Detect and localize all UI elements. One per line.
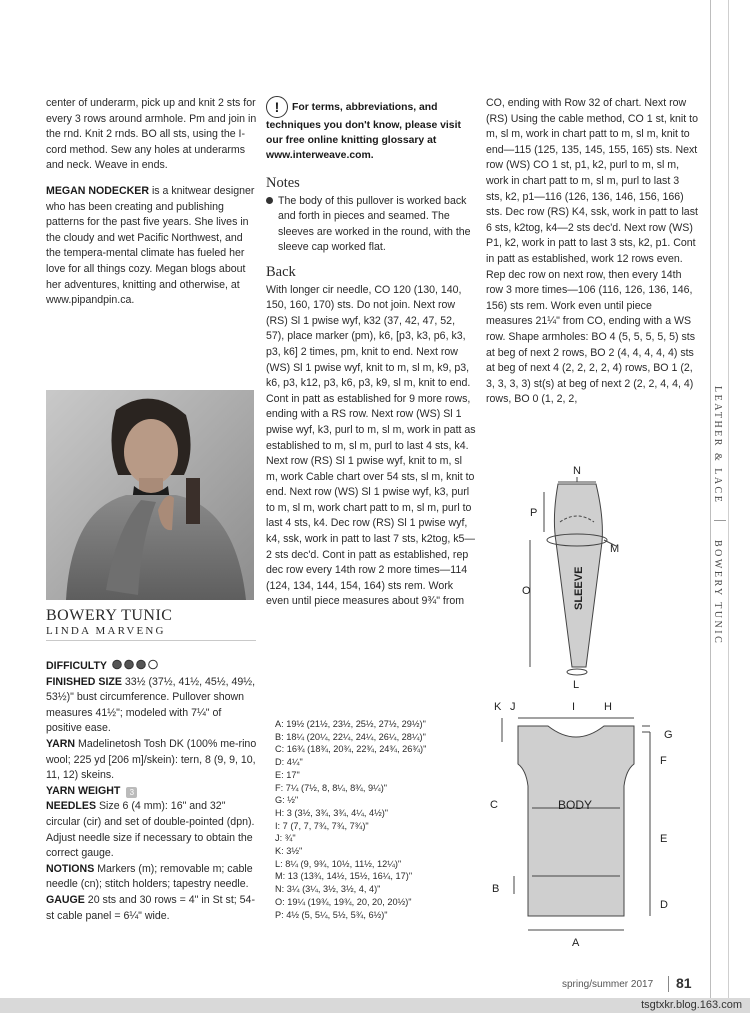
sleeve-label-m: M <box>610 543 620 555</box>
measurement-l: L: 8¼ (9, 9¾, 10½, 11½, 12¼)" <box>275 858 402 869</box>
body-label-e: E <box>660 833 668 845</box>
measurement-h: H: 3 (3½, 3¾, 3¾, 4¼, 4½)" <box>275 807 389 818</box>
body-label-h: H <box>604 701 612 713</box>
yarn-text: Madelinetosh Tosh DK (100% me-rino wool; 225 yd [206 m]/skein): tern, 8 (9, 9, 10, 11, 12) skeins. <box>46 737 257 782</box>
glossary-note <box>266 96 466 163</box>
pattern-title: BOWERY TUNIC <box>46 607 173 624</box>
measurement-g: G: ½" <box>275 795 299 806</box>
page-number: 81 <box>676 975 692 991</box>
pattern-title-block <box>46 607 256 641</box>
model-photo <box>46 390 254 600</box>
difficulty-dot <box>149 660 158 669</box>
body-label-j: J <box>510 701 516 713</box>
sleeve-label-p: P <box>530 507 538 519</box>
right-column <box>486 96 698 408</box>
measurement-o: O: 19¼ (19¾, 19¾, 20, 20, 20½)" <box>275 896 412 907</box>
needles-text: Size 6 (4 mm): 16" and 32" circular (cir) and set of double-pointed (dpn). Adjust needle size if necessary to obtain the correct gauge. <box>46 800 255 860</box>
pattern-author: LINDA MARVENG <box>46 625 166 637</box>
designer-bio <box>46 184 258 309</box>
glossary-note-text: For terms, abbreviations, and techniques you don't know, please visit our free online knitting glossary at www.interweave.com. <box>266 101 461 161</box>
designer-bio-text: is a knitwear designer who has been creating and publishing patterns for the past five years. She lives in the cloudy and wet Pacific Northwest, and the tempera-mental climate has fueled her love for all things cozy. Megan blogs about her adventures, knitting and otherwise, at www.pipandpin.ca. <box>46 184 255 307</box>
measurement-j: J: ¾" <box>275 833 296 844</box>
measurement-k: K: 3½" <box>275 846 303 857</box>
measurement-m: M: 13 (13¾, 14½, 15½, 16¼, 17)" <box>275 871 413 882</box>
measurements-list <box>275 718 426 921</box>
middle-column <box>266 170 476 610</box>
sleeve-label-n: N <box>573 465 581 477</box>
measurement-d: D: 4¼" <box>275 757 303 768</box>
difficulty-dot <box>113 660 122 669</box>
difficulty-rating <box>112 659 166 670</box>
body-label-d: D <box>660 899 668 911</box>
designer-name: MEGAN NODECKER <box>46 184 149 197</box>
measurement-e: E: 17" <box>275 769 300 780</box>
needles-label: NEEDLES <box>46 800 97 813</box>
yarn-weight-icon: 3 <box>126 787 137 798</box>
sleeve-l-circle <box>567 669 587 675</box>
issue-label: spring/summer 2017 <box>562 979 654 990</box>
measurement-n: N: 3¼ (3¼, 3½, 3½, 4, 4)" <box>275 884 381 895</box>
measurement-b: B: 18¼ (20¼, 22¼, 24¼, 26¼, 28¼)" <box>275 731 426 742</box>
body-schematic <box>484 698 680 952</box>
difficulty-row <box>46 659 258 675</box>
footer-divider <box>668 976 669 992</box>
footer-site: tsgtxkr.blog.163.com <box>641 999 742 1011</box>
body-label-c: C <box>490 799 498 811</box>
yarn-label: YARN <box>46 737 76 750</box>
pattern-specs <box>46 659 258 924</box>
measurement-p: P: 4½ (5, 5¼, 5½, 5¾, 6½)" <box>275 909 388 920</box>
back-instructions: With longer cir needle, CO 120 (130, 140, 150, 160, 170) sts. Do not join. Next row (RS) Sl 1 pwise wyf, k32 (37, 42, 47, 52, 57), place marker (pm), k6, [p3, k3, p6, k3, p3, k6] 2 times, pm, knit to end. Next row (WS) Sl 1 pwise wyf, knit to m, sl m, k9, p3, k6, p3, k12, p3, k6, p3, k9, sl m, knit to end. Cont in patt as established for 9 more rows, ending with a RS row. Next row (WS) Sl 1 pwise wyf, k3, purl to m, sl m, work in patt as established to m, sl m, purl to last 4 sts, k4. Next row (RS) Sl 1 pwise wyf, knit to m, sl m, work Cable chart over 54 sts, sl m, knit to end. Next row (WS) Sl 1 pwise wyf, k3, purl to m, sl m, work chart patt to m, sl m, purl to last 4 sts, k4. Dec row (RS) Sl 1 pwise wyf, k4, ssk, work in patt to last 7 sts, k2tog, k5—2 sts dec'd. Cont in patt as established, rep dec row every 14th row 2 more times—114 (124, 134, 144, 154, 164) sts rem. Work even until piece measures about 9¾" from <box>266 283 476 608</box>
notes-heading: Notes <box>266 175 300 191</box>
rail-divider <box>728 0 729 1000</box>
notes-text-row <box>266 194 476 256</box>
yarn-weight-label: YARN WEIGHT <box>46 784 121 797</box>
measurement-a: A: 19½ (21½, 23½, 25½, 27½, 29½)" <box>275 719 426 729</box>
notions-label: NOTIONS <box>46 862 95 875</box>
back-heading: Back <box>266 263 296 280</box>
body-label-f: F <box>660 755 667 767</box>
body-label-k: K <box>494 701 502 713</box>
finishing-text: center of underarm, pick up and knit 2 sts for every 3 rows around armhole. Pm and join in the rnd. Knit 2 rnds. BO all sts, using the I-cord method. Sew any holes at underarms and neck. Weave in ends. <box>46 97 257 172</box>
rail-pattern-title: BOWERY TUNIC <box>712 540 723 646</box>
difficulty-dot <box>137 660 146 669</box>
model-photo-illustration <box>46 390 254 600</box>
difficulty-dot <box>125 660 134 669</box>
notes-text: The body of this pullover is worked back and forth in pieces and seamed. The sleeves are worked in the round, with the sleeve cap worked flat. <box>278 194 471 254</box>
gauge-text: 20 sts and 30 rows = 4" in St st; 54-st cable panel = 6¼" wide. <box>46 893 255 922</box>
rail-separator <box>714 520 726 521</box>
notions-text: Markers (m); removable m; cable needle (cn); stitch holders; tapestry needle. <box>46 862 253 891</box>
body-label-i: I <box>572 701 576 713</box>
footer-bar <box>0 998 750 1013</box>
body-label: BODY <box>558 798 593 812</box>
rail-section-title: LEATHER & LACE <box>712 386 723 505</box>
sleeve-label-l: L <box>573 679 580 691</box>
measurement-f: F: 7¼ (7½, 8, 8¼, 8¾, 9¼)" <box>275 782 388 793</box>
bullet-icon <box>266 197 273 204</box>
measurement-c: C: 16¾ (18¾, 20¾, 22¾, 24¾, 26¾)" <box>275 744 427 755</box>
finished-size-text: 33½ (37½, 41½, 45½, 49½, 53½)" bust circumference. Pullover shown measures 41½"; modeled with 7¼" of positive ease. <box>46 675 256 735</box>
gauge-label: GAUGE <box>46 893 85 906</box>
sleeve-label-o: O <box>522 585 531 597</box>
finished-size-label: FINISHED SIZE <box>46 675 122 688</box>
measurement-i: I: 7 (7, 7, 7¾, 7¾, 7¾)" <box>275 820 369 831</box>
sleeve-schematic <box>500 462 640 692</box>
right-column-instructions: CO, ending with Row 32 of chart. Next row (RS) Using the cable method, CO 1 st, knit to m, sl m, work in chart patt to m, sl m, knit to end—115 (125, 135, 145, 155, 165) sts. Next row (WS) CO 1 st, p1, k2, purl to m, sl m, work in chart patt to m, sl m, purl to last 3 sts, k2, p1—116 (126, 136, 146, 156, 166) sts. Dec row (RS) K4, ssk, work in patt to last 6 sts, k2tog, k4—2 sts dec'd. Next row (WS) P1, k2, work in patt to last 3 sts, k2, p1. Cont in patt as established, work 12 rows even. Rep dec row on next row, then every 14th row 3 more times—106 (116, 126, 136, 146, 156) sts rem. Work even until piece measures 21¼" from CO, ending with a WS row. Shape armholes: BO 4 (5, 5, 5, 5, 5) sts at beg of next 2 rows, BO 2 (4, 4, 4, 4, 4) sts at beg of next 4 (2, 2, 2, 2, 4) rows, BO 1 (2, 3, 3, 3, 3) st(s) at beg of next 2 (2, 2, 4, 4, 4) rows, BO 0 (1, 2, 2, <box>486 97 698 406</box>
body-label-b: B <box>492 883 500 895</box>
body-label-a: A <box>572 937 580 949</box>
body-label-g: G <box>664 729 673 741</box>
exclamation-icon: ! <box>266 96 288 118</box>
difficulty-label: DIFFICULTY <box>46 660 108 672</box>
left-column-top <box>46 96 258 309</box>
sleeve-label: SLEEVE <box>573 566 585 610</box>
